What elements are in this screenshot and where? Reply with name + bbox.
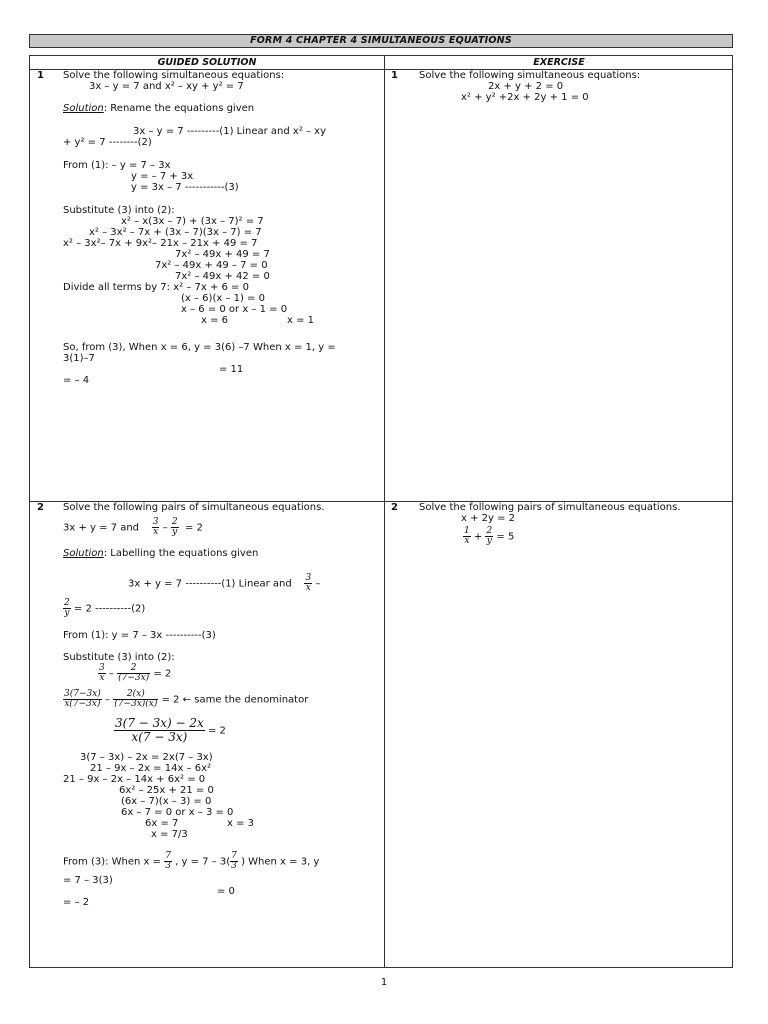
answer-line: So, from (3), When x = 6, y = 3(6) –7 When x = 1, y = — [63, 342, 336, 353]
fraction: $\frac{7}{3}$ — [231, 851, 237, 871]
exercise-equation: $\frac{1}{x}$ + $\frac{2}{y}$ = 5 — [464, 526, 515, 546]
working-line: From (1): y = 7 – 3x ----------(3) — [63, 630, 216, 641]
column-header-guided-solution: GUIDED SOLUTION — [157, 57, 257, 68]
question-prompt: Solve the following simultaneous equations: — [63, 70, 285, 81]
working-line: $\frac{3(7-3x)}{x(7-3x)}$ – $\frac{2(x)}{(7-3x)(x)}$ = 2 ← same the denominator — [64, 689, 309, 709]
working-line: 7x² – 49x + 49 = 7 — [175, 249, 270, 260]
answer-line: = – 4 — [63, 375, 90, 386]
working-line: 3(7 – 3x) – 2x = 2x(7 – 3x) — [80, 752, 213, 763]
rename-line: 3x – y = 7 ---------(1) Linear and x² – xy — [133, 126, 327, 137]
page-number: 1 — [380, 977, 388, 988]
question-number: 2 — [37, 502, 44, 513]
working-line: x – 6 = 0 or x – 1 = 0 — [181, 304, 288, 315]
working-line: 6x – 7 = 0 or x – 3 = 0 — [121, 807, 234, 818]
fraction: $\frac{2}{y}$ — [171, 517, 178, 537]
rename-line: + y² = 7 --------(2) — [63, 137, 152, 148]
question-prompt: Solve the following simultaneous equations: — [419, 70, 641, 81]
working-line: 7x² – 49x + 49 – 7 = 0 — [155, 260, 268, 271]
fraction: $\frac{1}{x}$ — [464, 526, 470, 546]
working-line: 7x² – 49x + 42 = 0 — [175, 271, 270, 282]
fraction: $\frac{2}{y}$ — [486, 526, 493, 546]
q2-guided-solution — [30, 502, 384, 968]
exercise-equation: 2x + y + 2 = 0 — [488, 81, 564, 92]
q2-exercise — [385, 502, 733, 968]
answer-line: = 11 — [219, 364, 244, 375]
column-header-exercise: EXERCISE — [533, 57, 585, 68]
working-line: x² – 3x² – 7x + (3x – 7)(3x – 7) = 7 — [89, 227, 262, 238]
given-equations: 3x – y = 7 and x² – xy + y² = 7 — [89, 81, 244, 92]
working-line: 6x = 7 — [145, 818, 179, 829]
working-line: Substitute (3) into (2): — [63, 652, 175, 663]
working-line: x² – x(3x – 7) + (3x – 7)² = 7 — [121, 216, 264, 227]
answer-line: 3(1)–7 — [63, 353, 95, 364]
fraction: $\frac{3(7-3x)}{x(7-3x)}$ — [64, 689, 101, 709]
answer-line: From (3): When x = $\frac{7}{3}$ , y = 7 – 3( $\frac{7}{3}$ ) When x = 3, y — [63, 851, 320, 871]
given-equations: 3x + y = 7 and $\frac{3}{x}$ – $\frac{2}{y}$ = 2 — [63, 517, 203, 537]
question-number: 1 — [37, 70, 44, 81]
fraction: $\frac{3}{x}$ — [305, 573, 312, 593]
answer-line: = 0 — [217, 886, 235, 897]
working-line: Substitute (3) into (2): — [63, 205, 175, 216]
fraction: $\frac{2}{y}$ — [64, 598, 70, 618]
working-line: y = 3x – 7 -----------(3) — [131, 182, 239, 193]
question-number: 1 — [391, 70, 398, 81]
q1-guided-solution — [30, 70, 384, 500]
answer-line: = 7 – 3(3) — [63, 875, 113, 886]
page-title: FORM 4 CHAPTER 4 SIMULTANEOUS EQUATIONS — [29, 34, 733, 48]
fraction: $\frac{3(7 - 3x) - 2x}{x(7 - 3x)}$ — [115, 716, 204, 744]
working-line: From (1): – y = 7 – 3x — [63, 160, 171, 171]
label-line: 3x + y = 7 ----------(1) Linear and $\frac{3}{x}$ – — [128, 573, 321, 593]
worksheet-table — [29, 55, 733, 968]
working-line: y = – 7 + 3x — [131, 171, 194, 182]
q1-exercise — [385, 70, 733, 500]
question-prompt: Solve the following pairs of simultaneous equations. — [63, 502, 325, 513]
solution-heading: Solution: Labelling the equations given — [63, 548, 259, 559]
fraction: $\frac{3}{x}$ — [99, 663, 105, 683]
solution-heading: Solution: Rename the equations given — [63, 103, 255, 114]
working-line: $\frac{3(7 - 3x) - 2x}{x(7 - 3x)}$ = 2 — [115, 716, 226, 744]
answer-line: = – 2 — [63, 897, 90, 908]
working-line: Divide all terms by 7: x² – 7x + 6 = 0 — [63, 282, 249, 293]
label-line: $\frac{2}{y}$ = 2 ----------(2) — [64, 598, 146, 618]
exercise-equation: x² + y² +2x + 2y + 1 = 0 — [461, 92, 589, 103]
working-line: 6x² – 25x + 21 = 0 — [119, 785, 214, 796]
working-line: 21 – 9x – 2x = 14x – 6x² — [90, 763, 212, 774]
fraction: $\frac{2}{(7-3x)}$ — [118, 663, 150, 683]
working-line: x² – 3x²– 7x + 9x²– 21x – 21x + 49 = 7 — [63, 238, 258, 249]
fraction: $\frac{7}{3}$ — [165, 851, 171, 871]
working-line: x = 1 — [287, 315, 315, 326]
working-line: (x – 6)(x – 1) = 0 — [181, 293, 265, 304]
working-line: x = 7/3 — [151, 829, 188, 840]
working-line: x = 6 — [201, 315, 229, 326]
working-line: 21 – 9x – 2x – 14x + 6x² = 0 — [63, 774, 206, 785]
question-prompt: Solve the following pairs of simultaneous equations. — [419, 502, 681, 513]
exercise-equation: x + 2y = 2 — [461, 513, 516, 524]
working-line: $\frac{3}{x}$ – $\frac{2}{(7-3x)}$ = 2 — [99, 663, 172, 683]
working-line: x = 3 — [227, 818, 255, 829]
fraction: $\frac{3}{x}$ — [152, 517, 159, 537]
fraction: $\frac{2(x)}{(7-3x)(x)}$ — [114, 689, 158, 709]
question-number: 2 — [391, 502, 398, 513]
working-line: (6x – 7)(x – 3) = 0 — [121, 796, 212, 807]
